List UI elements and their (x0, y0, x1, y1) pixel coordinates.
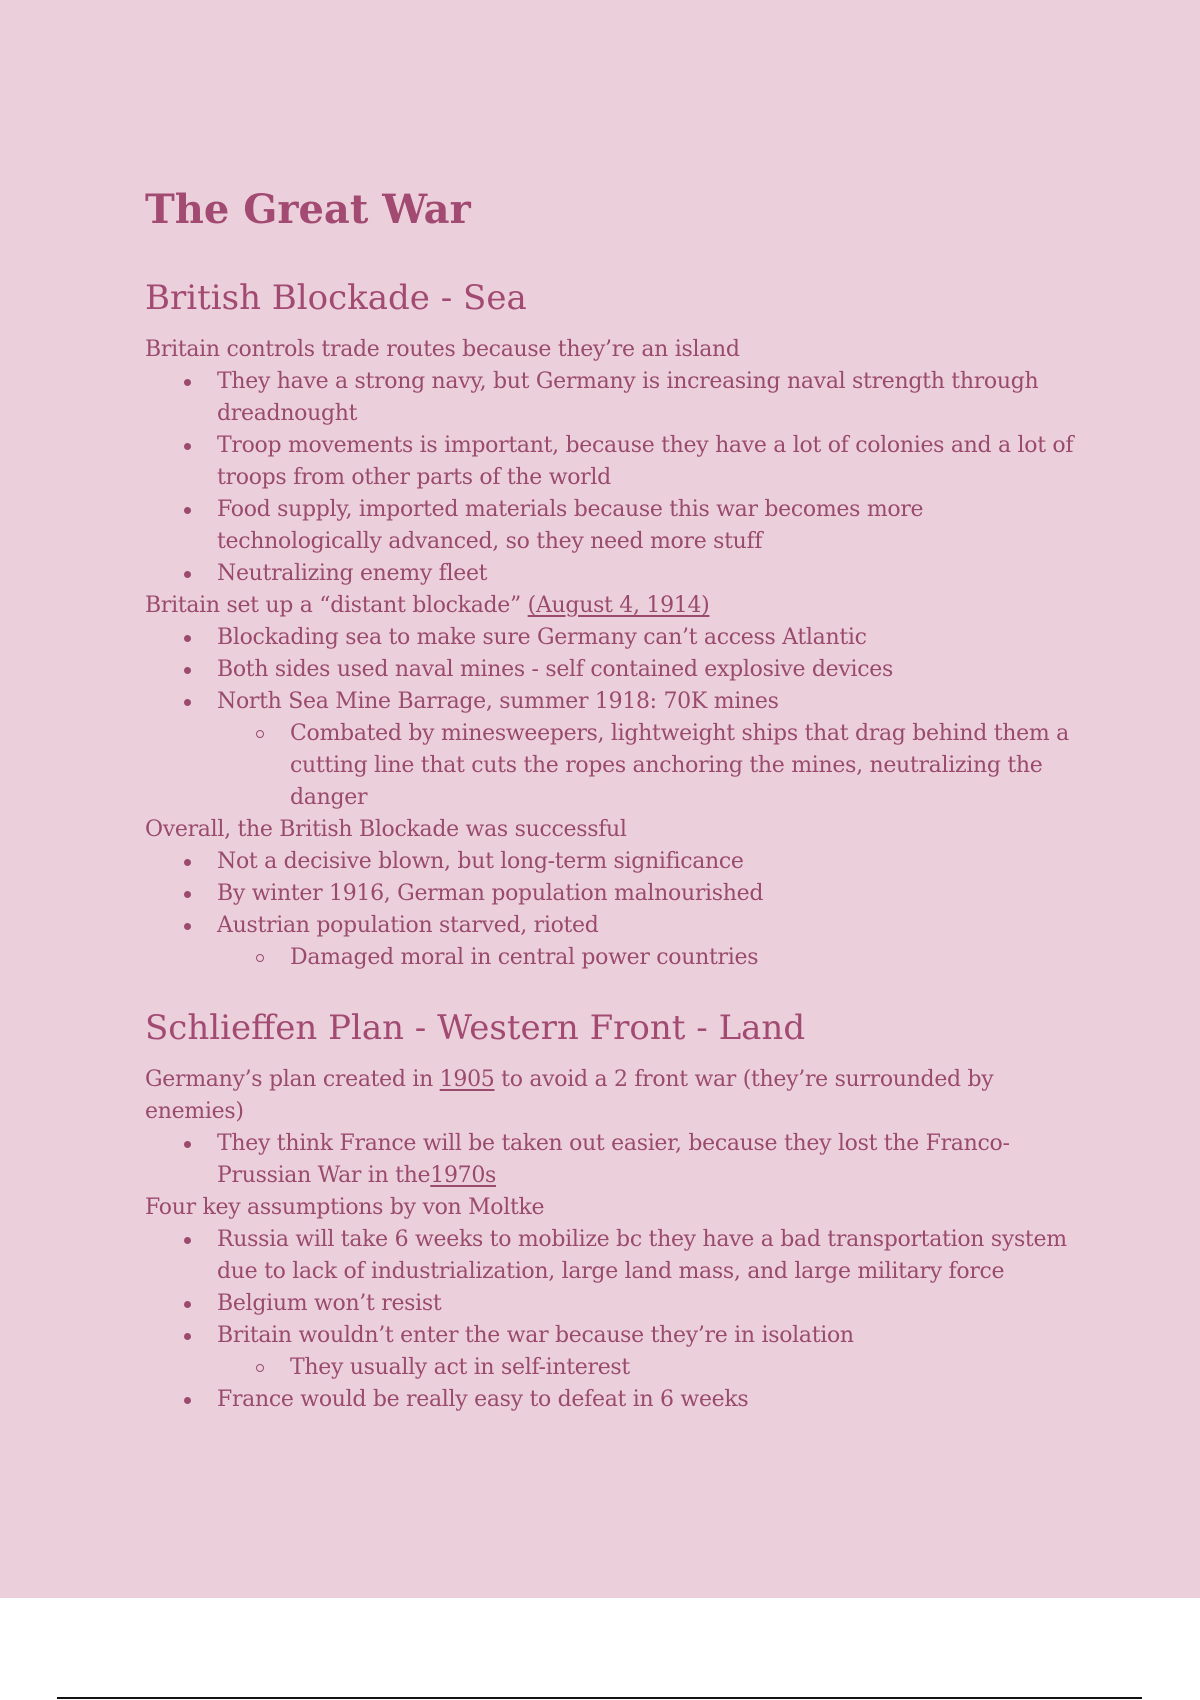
blockade-reasons-list (145, 366, 1085, 590)
blockade-intro: Britain controls trade routes because they’re an island (145, 337, 740, 362)
schlieffen-reason-list (145, 1128, 1085, 1192)
blockade-details-list (145, 622, 1085, 814)
list-item: Blockading sea to make sure Germany can’t access Atlantic (145, 622, 1085, 654)
sub-list-item: They usually act in self-interest (145, 1352, 1085, 1384)
france-reason-text: They think France will be taken out easier, because they lost the Franco-Prussian War in the (217, 1131, 1010, 1188)
list-item: North Sea Mine Barrage, summer 1918: 70K mines (145, 686, 1085, 718)
list-item: Russia will take 6 weeks to mobilize bc they have a bad transportation system due to lack of industrialization, large land mass, and large military force (145, 1224, 1085, 1288)
list-item: Both sides used naval mines - self contained explosive devices (145, 654, 1085, 686)
distant-blockade-text: Britain set up a “distant blockade” (145, 593, 528, 618)
list-item: Austrian population starved, rioted (145, 910, 1085, 942)
footer-divider (57, 1697, 1142, 1699)
list-item: By winter 1916, German population malnourished (145, 878, 1085, 910)
document-content (145, 182, 1085, 1416)
blockade-outcome-list (145, 846, 1085, 974)
blockade-overall: Overall, the British Blockade was successful (145, 817, 627, 842)
france-reason-year: 1970s (430, 1163, 497, 1188)
list-item: Britain wouldn’t enter the war because they’re in isolation (145, 1320, 1085, 1352)
list-item: Neutralizing enemy fleet (145, 558, 1085, 590)
schlieffen-intro (145, 1064, 1085, 1128)
list-item: Food supply, imported materials because this war becomes more technologically advanced, so they need more stuff (145, 494, 1085, 558)
list-item: Troop movements is important, because they have a lot of colonies and a lot of troops from other parts of the world (145, 430, 1085, 494)
page-title: The Great War (145, 186, 471, 233)
section-heading-blockade: British Blockade - Sea (145, 278, 527, 318)
list-item: Belgium won’t resist (145, 1288, 1085, 1320)
distant-blockade-line (145, 590, 1085, 622)
section-heading-schlieffen: Schlieffen Plan - Western Front - Land (145, 1008, 806, 1048)
sub-list-item: Damaged moral in central power countries (145, 942, 1085, 974)
schlieffen-intro-pre: Germany’s plan created in (145, 1067, 440, 1092)
sub-list-item: Combated by minesweepers, lightweight ships that drag behind them a cutting line that cuts the ropes anchoring the mines, neutralizing the danger (145, 718, 1085, 814)
blockade-date: (August 4, 1914) (527, 593, 710, 618)
list-item (145, 1128, 1085, 1192)
assumptions-heading: Four key assumptions by von Moltke (145, 1195, 545, 1220)
assumptions-list (145, 1224, 1085, 1416)
list-item: France would be really easy to defeat in 6 weeks (145, 1384, 1085, 1416)
list-item: Not a decisive blown, but long-term significance (145, 846, 1085, 878)
schlieffen-intro-post: to avoid a 2 front war (they’re surrounded by enemies) (145, 1067, 994, 1124)
schlieffen-year: 1905 (439, 1067, 495, 1092)
list-item: They have a strong navy, but Germany is increasing naval strength through dreadnought (145, 366, 1085, 430)
